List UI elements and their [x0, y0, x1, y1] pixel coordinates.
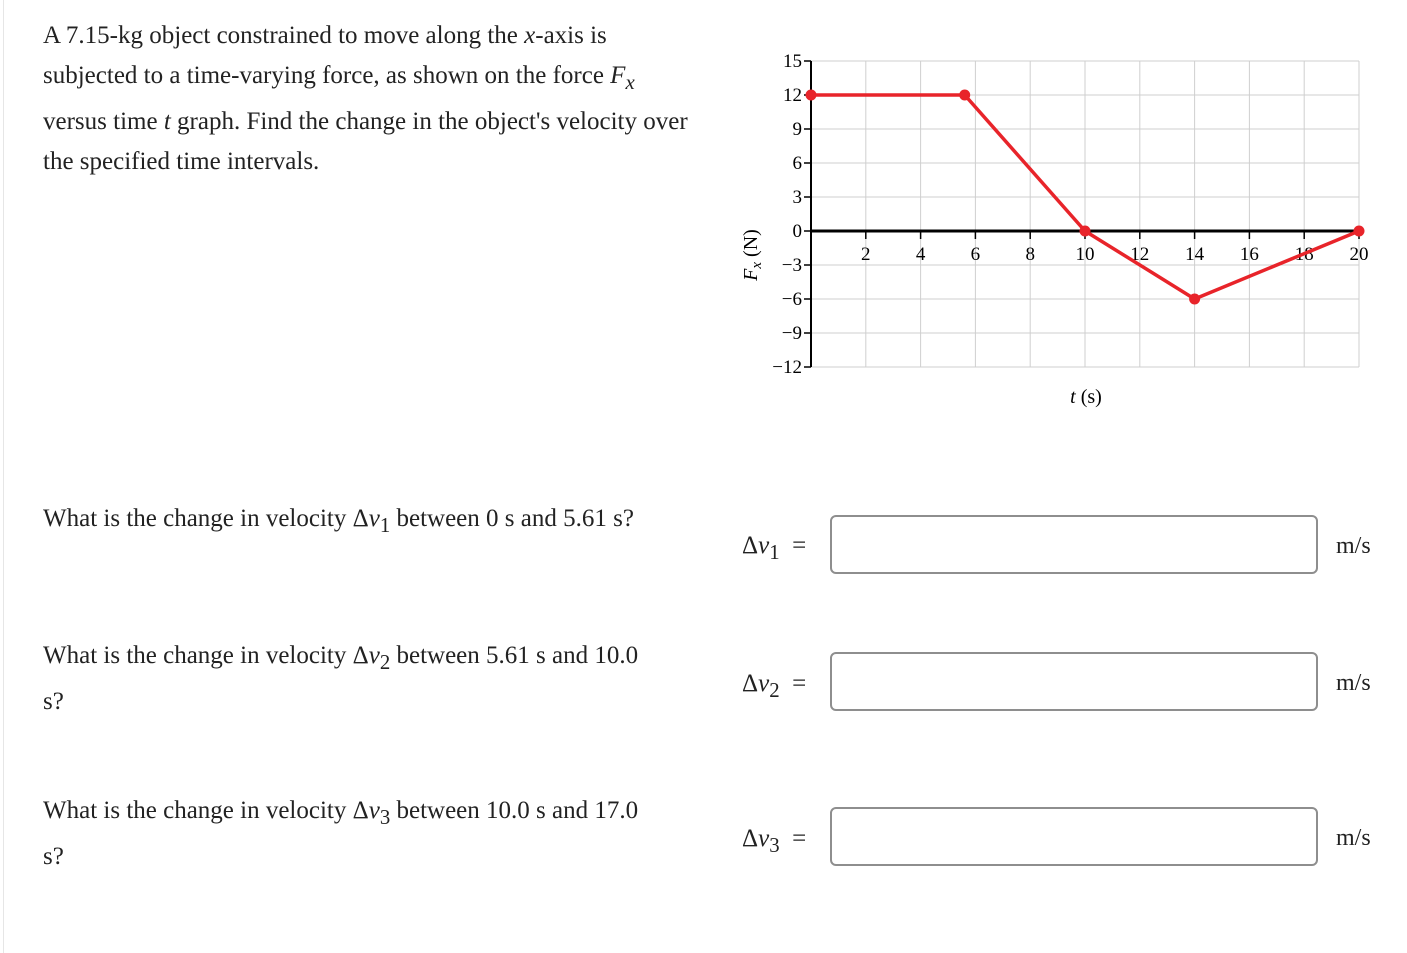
delta-v3-input[interactable]: [830, 807, 1318, 866]
page-left-border: [3, 0, 4, 953]
delta-v2-input[interactable]: [830, 652, 1318, 711]
y-axis-label: $F_x$ (N): [740, 229, 765, 281]
x-tick-label: 14: [1185, 244, 1205, 265]
data-point: [1189, 294, 1200, 305]
delta-v2-unit: m/s: [1336, 670, 1371, 696]
y-tick-label: −3: [781, 255, 802, 276]
delta-v1-unit: m/s: [1336, 533, 1371, 559]
question-2-text: What is the change in velocity $\Delta v_2$ between 5.61 s and 10.0 s?: [43, 642, 639, 715]
y-tick-label: 12: [783, 85, 802, 106]
x-tick-label: 20: [1349, 244, 1369, 265]
problem-statement: A 7.15-kg object constrained to move along the x-axis is subjected to a time-varying force, as shown on the force $F_x$ versus time t graph. Find the change in the object's velocity over the specified time intervals.: [43, 22, 688, 175]
x-tick-label: 16: [1239, 244, 1259, 265]
x-tick-label: 4: [915, 244, 926, 265]
force-time-graph: [730, 40, 1380, 420]
data-point: [806, 90, 817, 101]
x-tick-label: 18: [1294, 244, 1314, 265]
x-axis-label: t (s): [1070, 386, 1102, 408]
x-tick-label: 8: [1025, 244, 1035, 265]
y-tick-label: 3: [792, 187, 802, 208]
x-tick-label: 6: [970, 244, 981, 265]
delta-v1-input[interactable]: [830, 515, 1318, 574]
y-tick-label: 0: [792, 221, 802, 242]
y-tick-label: −6: [781, 289, 802, 310]
delta-v2-label: $\Delta v_2$ =: [742, 670, 807, 702]
y-tick-label: −12: [772, 357, 802, 378]
delta-v3-label: $\Delta v_3$ =: [742, 825, 807, 857]
y-tick-label: −9: [781, 323, 802, 344]
data-point: [959, 90, 970, 101]
data-point: [1080, 226, 1091, 237]
y-tick-label: 6: [792, 153, 802, 174]
delta-v3-unit: m/s: [1336, 825, 1371, 851]
x-tick-label: 2: [861, 244, 871, 265]
x-tick-label: 10: [1075, 244, 1095, 265]
question-3-text: What is the change in velocity $\Delta v_3$ between 10.0 s and 17.0 s?: [43, 797, 639, 870]
y-tick-label: 15: [783, 51, 802, 72]
data-point: [1354, 226, 1365, 237]
chart-grid: [811, 61, 1359, 367]
x-tick-label: 12: [1130, 244, 1150, 265]
y-tick-label: 9: [792, 119, 802, 140]
question-1-text: What is the change in velocity $\Delta v_1$ between 0 s and 5.61 s?: [43, 505, 634, 537]
delta-v1-label: $\Delta v_1$ =: [742, 532, 807, 564]
